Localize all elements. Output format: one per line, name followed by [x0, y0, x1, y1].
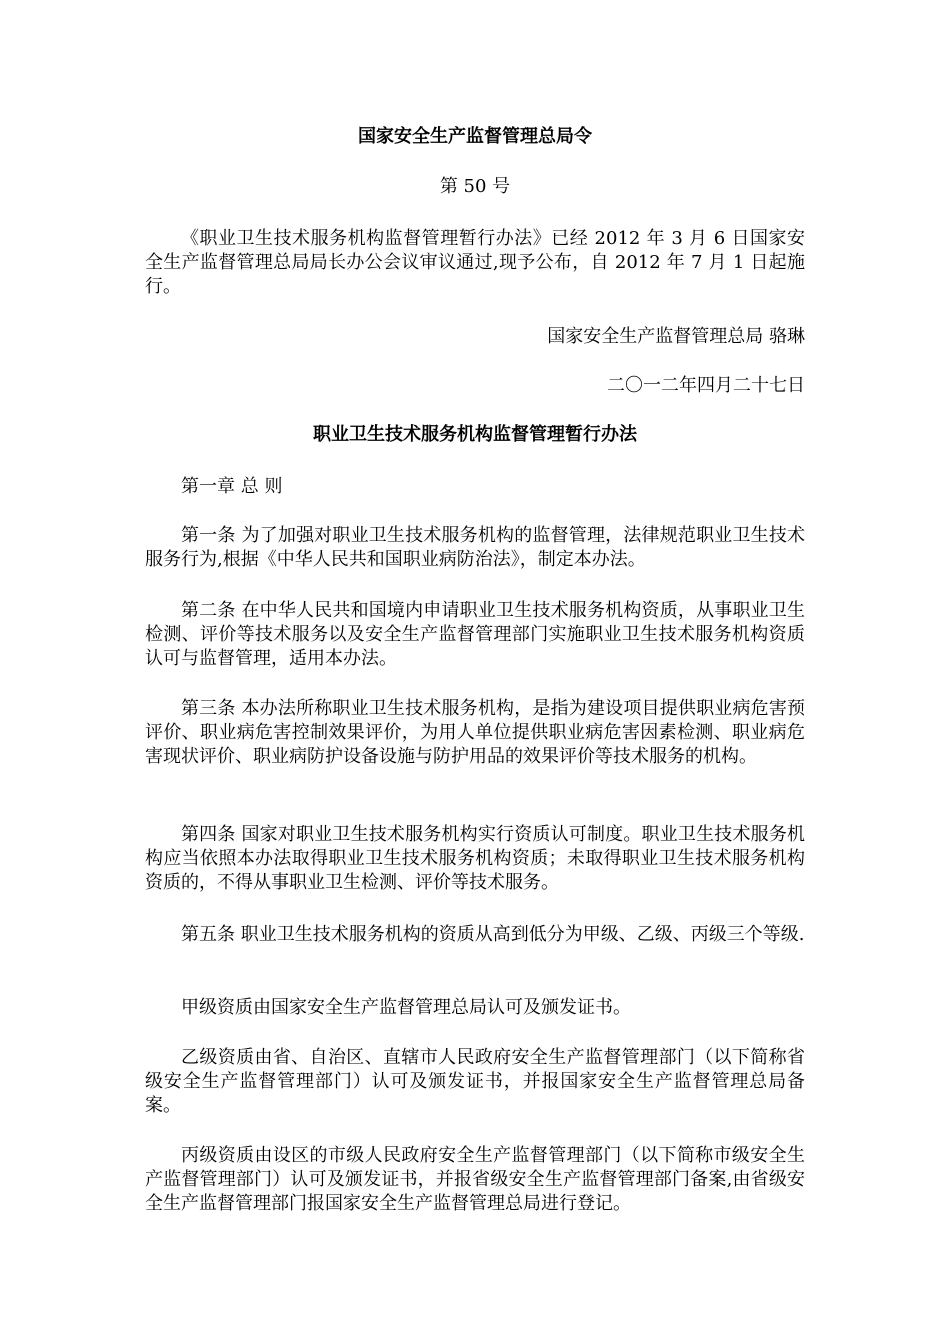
article-1: 第一条 为了加强对职业卫生技术服务机构的监督管理，法律规范职业卫生技术服务行为,根据《中华人民共和国职业病防治法》，制定本办法。	[145, 525, 805, 570]
decree-text: 《职业卫生技术服务机构监督管理暂行办法》已经 2012 年 3 月 6 日国家安全生产监督管理总局局长办公会议审议通过,现予公布，自 2012 年 7 月 1 日起施行。	[145, 228, 805, 297]
article-3: 第三条 本办法所称职业卫生技术服务机构，是指为建设项目提供职业病危害预评价、职业病危害控制效果评价，为用人单位提供职业病危害因素检测、职业病危害现状评价、职业病防护设备设施与防护用品的效果评价等技术服务的机构。	[145, 698, 805, 767]
measures-title: 职业卫生技术服务机构监督管理暂行办法	[313, 424, 637, 445]
signatory: 国家安全生产监督管理总局 骆琳	[547, 326, 805, 347]
grade-b-paragraph: 乙级资质由省、自治区、直辖市人民政府安全生产监督管理部门（以下简称省级安全生产监督管理部门）认可及颁发证书，并报国家安全生产监督管理总局备案。	[145, 1047, 805, 1116]
decree-title: 国家安全生产监督管理总局令	[358, 126, 592, 147]
article-4: 第四条 国家对职业卫生技术服务机构实行资质认可制度。职业卫生技术服务机构应当依照本办法取得职业卫生技术服务机构资质；未取得职业卫生技术服务机构资质的，不得从事职业卫生检测、评价等技术服务。	[145, 824, 805, 893]
article-5: 第五条 职业卫生技术服务机构的资质从高到低分为甲级、乙级、丙级三个等级.	[181, 924, 805, 945]
grade-a-paragraph: 甲级资质由国家安全生产监督管理总局认可及颁发证书。	[181, 997, 631, 1018]
sign-date: 二〇一二年四月二十七日	[607, 375, 805, 396]
decree-number: 第 50 号	[439, 176, 511, 197]
article-2: 第二条 在中华人民共和国境内申请职业卫生技术服务机构资质，从事职业卫生检测、评价等技术服务以及安全生产监督管理部门实施职业卫生技术服务机构资质认可与监督管理，适用本办法。	[145, 600, 805, 669]
chapter-heading: 第一章 总 则	[181, 476, 283, 497]
grade-c-paragraph: 丙级资质由设区的市级人民政府安全生产监督管理部门（以下简称市级安全生产监督管理部门）认可及颁发证书，并报省级安全生产监督管理部门备案,由省级安全生产监督管理部门报国家安全生产监督管理总局进行登记。	[145, 1145, 805, 1214]
